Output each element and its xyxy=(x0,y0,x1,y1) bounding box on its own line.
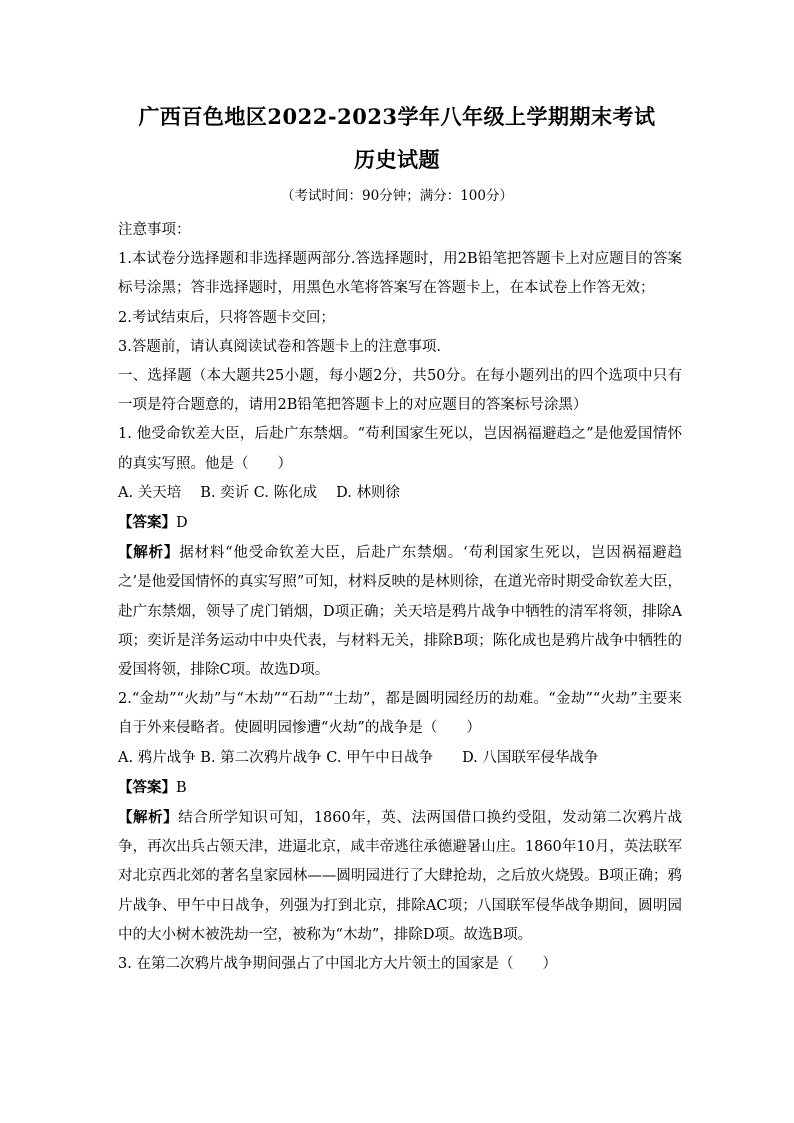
subject-title: 历史试题 xyxy=(354,147,440,172)
note-2: 2.考试结束后，只将答题卡交回； xyxy=(118,309,335,326)
question-stem: 3. 在第二次鸦片战争期间强占了中国北方大片领土的国家是（ ） xyxy=(118,956,557,973)
section-heading: 一、选择题（本大题共25小题，每小题2分，共50分。在每小题列出的四个选项中只有一项是符合题意的，请用2B铅笔把答题卡上的对应题目的答案标号涂黑） xyxy=(118,368,682,414)
exam-info: （考试时间：90分钟；满分：100分） xyxy=(281,188,513,204)
analysis-tag: 【解析】 xyxy=(118,544,180,562)
note-1: 1.本试卷分选择题和非选择题两部分.答选择题时，用2B铅笔把答题卡上对应题目的答案标号涂黑；答非选择题时，用黑色水笔将答案写在答题卡上，在本试卷上作答无效； xyxy=(118,251,682,297)
answer-value: D xyxy=(176,515,188,532)
answer-value: B xyxy=(176,779,187,796)
analysis-paragraph xyxy=(118,538,682,685)
answer-tag: 【答案】 xyxy=(118,514,176,532)
notes-heading: 注意事项： xyxy=(118,222,191,238)
analysis-tag: 【解析】 xyxy=(118,809,179,827)
question-options: A. 鸦片战争 B. 第二次鸦片战争 C. 甲午中日战争 D. 八国联军侵华战争 xyxy=(118,749,599,766)
answer-line xyxy=(118,508,682,538)
question-stem: 1. 他受命钦差大臣，后赴广东禁烟。“苟利国家生死以，岂因祸福避趋之”是他爱国情怀的真实写照。他是（ ） xyxy=(118,426,682,472)
question-options: A. 关天培 B. 奕䜣 C. 陈化成 D. 林则徐 xyxy=(118,484,401,501)
answer-line xyxy=(118,773,682,803)
exam-body xyxy=(118,216,682,979)
note-3: 3.答题前，请认真阅读试卷和答题卡上的注意事项. xyxy=(118,338,441,355)
analysis-text: 据材料“他受命钦差大臣，后赴广东禁烟。‘苟利国家生死以，岂因祸福避趋之’是他爱国情怀的真实写照”可知，材料反映的是林则徐，在道光帝时期受命钦差大臣，赴广东禁烟，领导了虎门销烟，D项正确；关天培是鸦片战争中牺牲的清军将领，排除A项；奕䜣是洋务运动中中央代表，与材料无关，排除B项；陈化成也是鸦片战争中牺牲的爱国将领，排除C项。故选D项。 xyxy=(118,545,682,679)
analysis-text: 结合所学知识可知，1860年，英、法两国借口换约受阻，发动第二次鸦片战争，再次出兵占领天津，进逼北京，咸丰帝逃往承德避暑山庄。1860年10月，英法联军对北京西北郊的著名皇家园林——圆明园进行了大肆抢劫，之后放火烧毁。B项正确；鸦片战争、甲午中日战争，列强为打到北京，排除AC项；八国联军侵华战争期间，圆明园中的大小树木被洗劫一空，被称为“木劫”，排除D项。故选B项。 xyxy=(118,810,683,943)
answer-tag: 【答案】 xyxy=(118,778,176,796)
exam-title: 广西百色地区2022-2023学年八年级上学期期末考试 xyxy=(138,104,656,129)
analysis-paragraph xyxy=(118,803,682,950)
question-stem: 2.“金劫”“火劫”与“木劫”“石劫”“土劫”，都是圆明园经历的劫难。“金劫”“火劫”主要来自于外来侵略者。使圆明园惨遭“火劫”的战争是（ ） xyxy=(118,691,682,737)
